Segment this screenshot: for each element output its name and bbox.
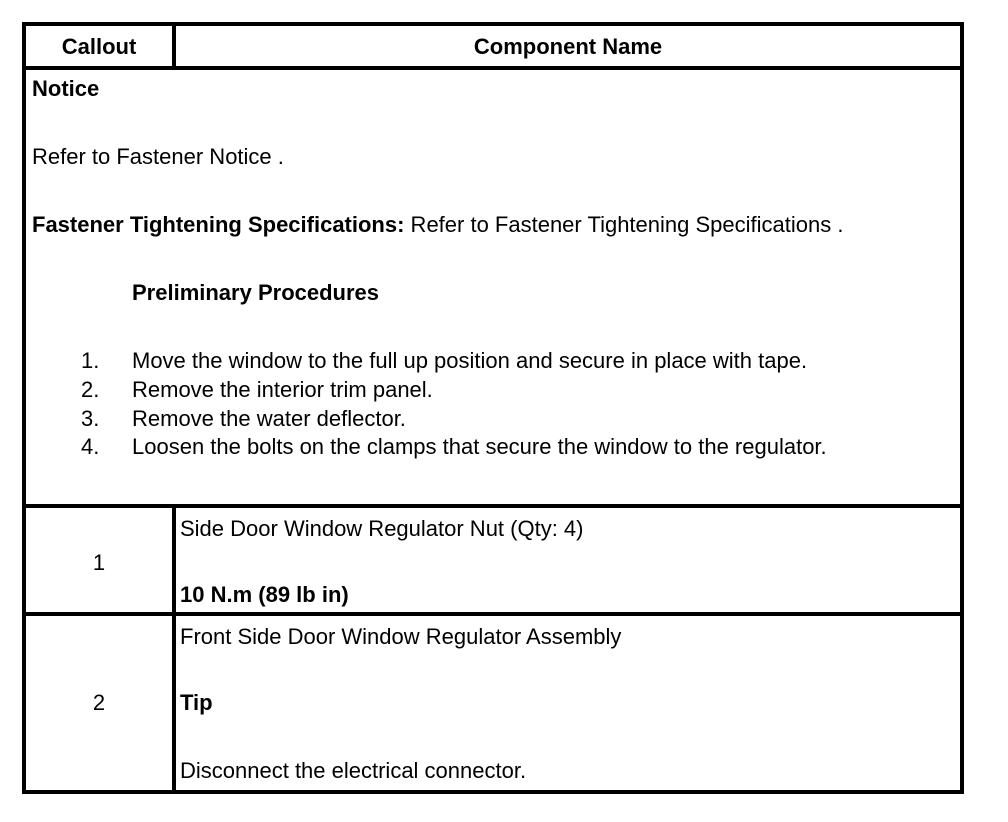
step-text: Move the window to the full up position and secure in place with tape. xyxy=(132,348,808,373)
header-bottom-rule xyxy=(26,66,960,70)
step-number: 3. xyxy=(81,406,100,431)
component-table xyxy=(22,22,964,794)
fastener-spec-text: Refer to Fastener Tightening Specifications . xyxy=(404,212,844,237)
step-text: Loosen the bolts on the clamps that secure the window to the regulator. xyxy=(132,434,827,459)
step-number: 4. xyxy=(81,434,100,459)
step-number: 2. xyxy=(81,377,100,402)
component-name: Side Door Window Regulator Nut (Qty: 4) xyxy=(180,516,584,541)
notice-bottom-rule xyxy=(26,504,960,508)
step-text: Remove the interior trim panel. xyxy=(132,377,433,402)
tip-label: Tip xyxy=(180,690,213,715)
fastener-spec-label: Fastener Tightening Specifications: xyxy=(32,212,405,237)
component-name: Front Side Door Window Regulator Assembly xyxy=(180,624,622,649)
step-number: 1. xyxy=(81,348,100,373)
tip-text: Disconnect the electrical connector. xyxy=(180,758,527,783)
fastener-spec-line xyxy=(32,212,843,238)
header-callout: Callout xyxy=(61,34,137,59)
row-divider xyxy=(26,612,960,616)
notice-heading: Notice xyxy=(32,76,100,101)
callout-column-divider xyxy=(172,504,176,794)
header-divider xyxy=(172,26,176,66)
preliminary-procedures-heading: Preliminary Procedures xyxy=(132,280,380,305)
fastener-notice-text: Refer to Fastener Notice . xyxy=(32,144,284,169)
step-text: Remove the water deflector. xyxy=(132,406,406,431)
header-component-name: Component Name xyxy=(473,34,663,59)
torque-spec: 10 N.m (89 lb in) xyxy=(180,582,349,607)
callout-number: 2 xyxy=(92,690,106,715)
callout-number: 1 xyxy=(92,550,106,575)
